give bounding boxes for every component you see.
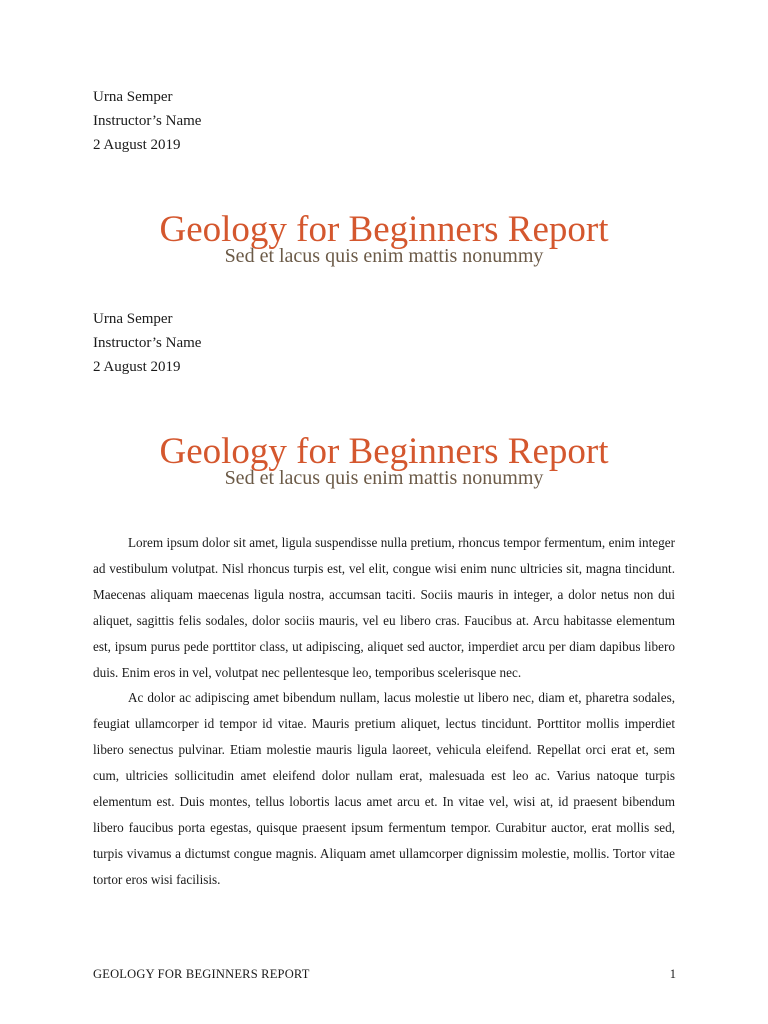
instructor-name: Instructor’s Name xyxy=(93,335,202,351)
header-info-block xyxy=(93,85,673,157)
author-name: Urna Semper xyxy=(93,89,173,105)
header-info-block-second xyxy=(93,307,673,379)
body-paragraph: Ac dolor ac adipiscing amet bibendum nullam, lacus molestie ut libero nec, diam et, pharetra sodales, feugiat ullamcorper id tempor id vitae. Mauris pretium aliquet, lectus tincidunt. Porttitor mollis imperdiet libero senectus pulvinar. Etiam molestie mauris ligula laoreet, vehicula eleifend. Repellat orci erat et, sem cum, ultricies sollicitudin amet eleifend dolor nullam erat, malesuada est leo ac. Varius natoque turpis elementum est. Duis montes, tellus lobortis lacus amet arcu et. In vitae vel, wisi at, id praesent bibendum libero faucibus porta egestas, quisque praesent ipsum fermentum tempor. Curabitur auctor, erat mollis sed, turpis vivamus a dictumst congue magnis. Aliquam amet ullamcorper dignissim molestie, mollis. Tortor vitae tortor eros wisi facilisis. xyxy=(93,690,675,887)
document-subtitle: Sed et lacus quis enim mattis nonummy xyxy=(224,245,544,267)
title-block xyxy=(93,207,675,267)
running-title: GEOLOGY FOR BEGINNERS REPORT xyxy=(93,967,310,981)
document-title: Geology for Beginners Report xyxy=(159,209,609,250)
document-title: Geology for Beginners Report xyxy=(159,431,609,472)
document-subtitle: Sed et lacus quis enim mattis nonummy xyxy=(224,467,544,489)
title-block-second xyxy=(93,429,675,489)
report-date: 2 August 2019 xyxy=(93,137,181,153)
instructor-name: Instructor’s Name xyxy=(93,113,202,129)
body-paragraph: Lorem ipsum dolor sit amet, ligula suspendisse nulla pretium, rhoncus tempor fermentum, enim integer ad vestibulum volutpat. Nisl rhoncus turpis est, vel elit, congue wisi enim nunc ultricies sit, magna tincidunt. Maecenas aliquam maecenas ligula nostra, accumsan taciti. Sociis mauris in integer, a dolor netus non dui aliquet, sagittis felis sodales, dolor sociis mauris, vel eu libero cras. Faucibus at. Arcu habitasse elementum est, ipsum purus pede porttitor class, ut adipiscing, aliquet sed auctor, imperdiet arcu per diam dapibus libero duis. Enim eros in vel, volutpat nec pellentesque leo, temporibus scelerisque nec. xyxy=(93,535,675,680)
body-text xyxy=(93,530,675,893)
page-number: 1 xyxy=(669,967,676,981)
page-footer xyxy=(93,964,676,984)
author-name: Urna Semper xyxy=(93,311,173,327)
report-date: 2 August 2019 xyxy=(93,359,181,375)
